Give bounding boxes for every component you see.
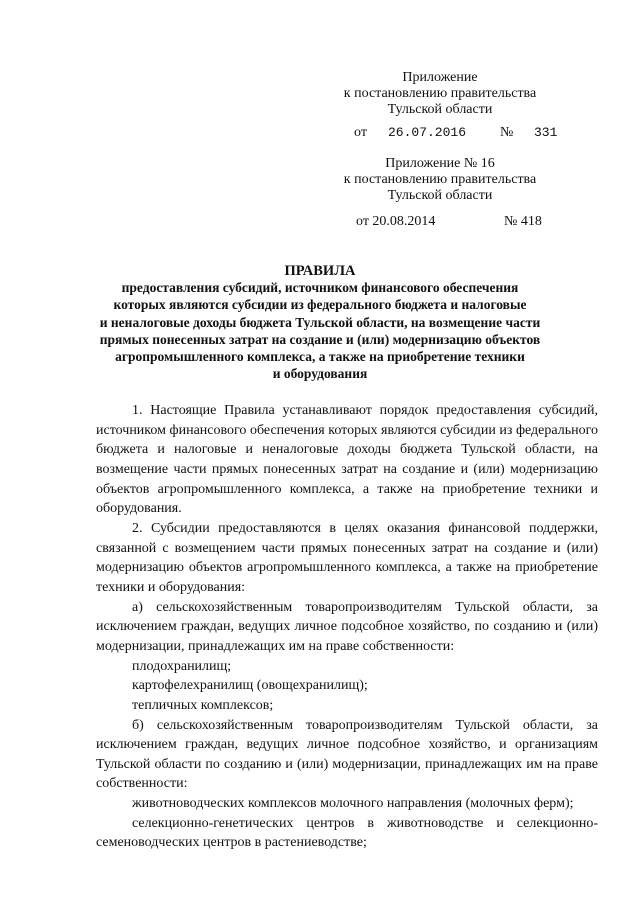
paragraph: 1. Настоящие Правила устанавливают порядок предоставления субсидий, источником финансового обеспечения которых являются субсидии из федерального бюджета и налоговые и неналоговые доходы бюджета Тульской области, на возмещение части прямых понесенных затрат на создание и (или) модернизацию объектов агропромышленного комплекса, а также на приобретение техники и оборудования. — [96, 403, 598, 517]
subtitle-line: прямых понесенных затрат на создание и (или) модернизацию объектов — [99, 331, 541, 347]
subtitle-line: и оборудования — [272, 366, 368, 382]
paragraph: а) сельскохозяйственным товаропроизводителям Тульской области, за исключением граждан, ведущих личное подсобное хозяйство, по созданию и (или) модернизации, принадлежащих им на праве собственности: — [96, 599, 598, 654]
previous-order-date: от 20.08.2014 — [356, 214, 436, 229]
appendix-previous-line: Приложение № 16 — [385, 156, 495, 171]
subtitle-line: которых являются субсидии из федерального бюджета и налоговые — [113, 297, 527, 313]
paragraph: 2. Субсидии предоставляются в целях оказания финансовой поддержки, связанной с возмещением части прямых понесенных затрат на создание и (или) модернизацию объектов агропромышленного комплекса, а также на приобретение техники и оборудования: — [96, 520, 598, 595]
list-item: селекционно-генетических центров в животноводстве и селекционно-семеноводческих центров в растениеводстве; — [96, 815, 598, 851]
current-order-number-label: № — [500, 125, 514, 140]
list-item: картофелехранилищ (овощехранилищ); — [132, 678, 368, 694]
appendix-previous-line: к постановлению правительства — [343, 172, 537, 187]
list-item: животноводческих комплексов молочного направления (молочных ферм); — [132, 796, 574, 812]
subtitle-line: и неналоговые доходы бюджета Тульской области, на возмещение части — [99, 314, 541, 330]
appendix-current-line: Приложение — [402, 70, 478, 85]
document-subtitle — [98, 279, 542, 383]
current-order-from-label: от — [354, 125, 367, 140]
current-order-date: 26.07.2016 — [388, 125, 467, 140]
list-item: плодохранилищ; — [132, 658, 232, 674]
appendix-current-line: Тульской области — [387, 102, 493, 117]
previous-order-number: № 418 — [504, 214, 542, 229]
appendix-current-line: к постановлению правительства — [343, 86, 537, 101]
document-title: ПРАВИЛА — [284, 263, 356, 279]
subtitle-line: предоставления субсидий, источником финансового обеспечения — [121, 280, 519, 295]
document-body — [96, 401, 598, 853]
current-order-number: 331 — [534, 125, 558, 140]
list-item: тепличных комплексов; — [132, 697, 274, 713]
appendix-current-block — [340, 70, 540, 118]
appendix-previous-block — [340, 156, 540, 204]
appendix-previous-line: Тульской области — [387, 188, 493, 203]
subtitle-line: агропромышленного комплекса, а также на приобретение техники — [115, 349, 525, 365]
paragraph: б) сельскохозяйственным товаропроизводителям Тульской области, за исключением граждан, ведущих личное подсобное хозяйство, и организациям Тульской области по созданию и (или) модернизации, принадлежащих им на праве собственности: — [96, 717, 598, 792]
